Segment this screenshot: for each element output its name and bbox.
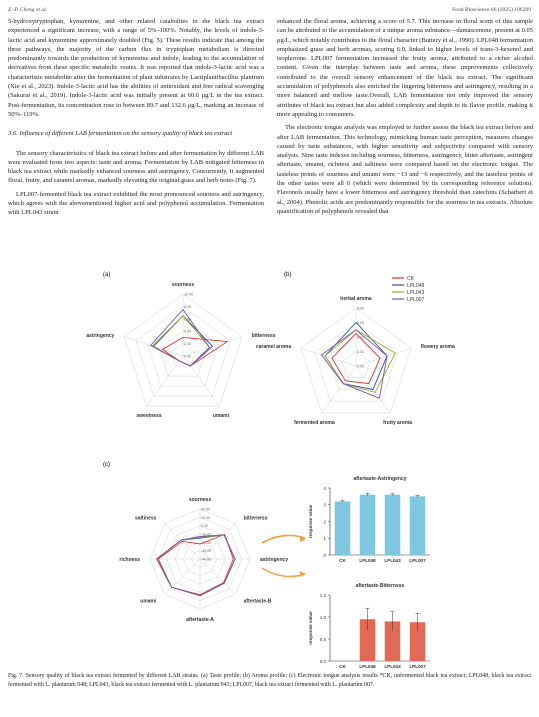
tick-label: 2.00 [357, 350, 364, 354]
left-column [8, 17, 264, 222]
section-heading: 3.6. Influence of different LAB fermentation on the sensory quality of black tea extract [8, 130, 233, 138]
axis-label: fermented aroma [294, 419, 335, 426]
arrow-head [300, 571, 306, 577]
radar-chart-aroma [256, 296, 455, 426]
tick-label: 0.00 [357, 364, 364, 369]
y-tick-label: 3 [323, 502, 326, 508]
y-tick-label: 0 [323, 552, 326, 558]
x-tick-label: LPL007 [409, 664, 426, 669]
legend-label-lpl048: LPL048 [407, 283, 425, 289]
x-tick-label: LPL043 [384, 664, 401, 669]
axis-label: umami [140, 598, 157, 605]
axis-label: aftertaste-B [243, 598, 272, 605]
axis-label: flowery aroma [420, 344, 455, 351]
bar-chart-aftertaste-bitterness [308, 583, 430, 669]
tick-label: 20.00 [201, 507, 210, 512]
chart-title: aftertaste-Astringency [353, 476, 407, 482]
axis-label: bitterness [243, 515, 268, 522]
tick-label: 2.00 [184, 342, 191, 347]
axis-label: caramel aroma [255, 344, 292, 351]
x-tick-label: CK [339, 558, 346, 563]
paragraph: The electronic tongue analysis was employed to further assess the black tea extract before and after LAB fermentation. This technology, mimicking human taste perception, measures changes caused by taste substances, with higher sensitivity and subjectivity compared with sensory analysis. Nine taste indexes including sourness, bitterness, astringency, bitter aftertaste, astringent aftertaste, umami, richness and saltiness were compared based on the electronic tongue. The tasteless points of sourness and umami were −13 and −6 respectively, and the tasteless points of the other tastes were all 0 (which were determined by its corresponding reference solution). Flavonols usually have a lower bitterness and astringency threshold than catechins (Scharbert et al., 2004). Phenolic acids are predominantly responsible for the sourness in tea extracts. Absolute quantification of polyphenols revealed that [277, 124, 533, 215]
legend [392, 276, 424, 303]
tick-label: -40.00 [201, 557, 212, 562]
axis-label: aftertaste-A [186, 617, 214, 623]
bar-lpl007 [410, 496, 426, 555]
right-column [277, 17, 533, 220]
axis-label: herbal aroma [340, 296, 372, 302]
axis-label: saltiness [134, 515, 157, 522]
radar-chart-etongue [119, 497, 288, 623]
x-tick-label: LPL048 [359, 558, 376, 563]
bar-lpl043 [385, 495, 401, 555]
tick-label: 0.00 [201, 524, 208, 529]
y-tick-label: 0.0 [319, 658, 326, 664]
axis-label: astringency [260, 557, 289, 563]
axis-label: umami [212, 413, 230, 420]
y-tick-label: 1.5 [319, 592, 326, 598]
bar-ck [335, 501, 351, 555]
y-tick-label: 1.0 [319, 614, 326, 620]
panel-label-b: (b) [284, 272, 292, 278]
running-header-authors: Z.-P. Cheng et al. [8, 7, 48, 13]
y-tick-label: 0.5 [319, 636, 326, 642]
axis-label: richness [119, 557, 140, 563]
axis-label: sweetness [136, 413, 162, 420]
bar-chart-aftertaste-astringency [308, 476, 430, 563]
tick-label: 6.00 [357, 321, 364, 325]
tick-label: 6.00 [184, 317, 191, 322]
axis-label: sourness [171, 282, 195, 288]
y-axis-label: response value [308, 611, 313, 645]
panel-label-a: (a) [103, 272, 111, 278]
legend-label-lpl007: LPL007 [407, 297, 425, 303]
axis-label: bitterness [251, 332, 276, 339]
grid-spoke [183, 356, 219, 406]
tick-label: 0.00 [184, 354, 191, 359]
figure-7 [8, 266, 531, 669]
grid-spoke [147, 356, 183, 406]
tick-label: -10.00 [201, 532, 212, 537]
tick-label: 4.00 [357, 335, 364, 340]
grid-spoke [200, 559, 235, 594]
panel-label-c: (c) [103, 462, 110, 468]
tick-label: -30.00 [201, 549, 212, 554]
paragraph: LPL007-fermented black tea extract exhibited the most pronounced sourness and astringency, which agrees with the abovementioned higher acid and polyphenol accumulation. Fermentation with LPL043 strain [8, 190, 264, 217]
x-tick-label: LPL048 [359, 664, 376, 669]
axis-label: fruity aroma [383, 419, 413, 426]
radar-chart-taste [86, 282, 276, 419]
y-tick-label: 1 [323, 536, 326, 542]
axis-label: sourness [188, 497, 212, 503]
y-axis-label: response value [308, 504, 313, 539]
figure-caption: Fig. 7. Sensory quality of black tea extract fermented by different LAB strains. (a) Taste profile; (b) Aroma profile; (c) Electronic tongue analysis results *CK, unfermented black tea extract; LPL048, black tea extract fermented with L. plantarum 048; LPL043, black tea extract fermented with L. plantarum 043; LPL007, black tea extract fermented with L. plantarum 007. [8, 673, 531, 688]
chart-title: aftertaste-Bitterness [355, 583, 405, 589]
tick-label: 10.00 [184, 292, 193, 297]
arrow-to-bitterness [262, 568, 305, 576]
arrow-to-astringency [262, 535, 305, 543]
x-tick-label: CK [339, 664, 346, 669]
legend-label-lpl043: LPL043 [407, 290, 425, 296]
y-tick-label: 2 [323, 519, 326, 525]
legend-label-ck: CK [407, 276, 414, 282]
grid-spoke [165, 559, 200, 594]
running-header-journal: Food Bioscience 66 (2025) 106299 [452, 7, 531, 13]
tick-label: 8.00 [184, 304, 191, 309]
x-tick-label: LPL007 [409, 558, 426, 563]
y-tick-label: 4 [323, 485, 326, 491]
x-tick-label: LPL043 [384, 558, 401, 563]
series-line-lpl007 [151, 310, 210, 367]
tick-label: -20.00 [201, 540, 212, 545]
tick-label: 4.00 [184, 329, 191, 334]
axis-label: astringency [86, 332, 115, 339]
bar-lpl048 [360, 495, 376, 555]
tick-label: 8.00 [357, 306, 364, 311]
paragraph: The sensory characteristics of black tea extract before and after fermentation by different LAB were evaluated from two aspects: taste and aroma. Fermentation by LAB mitigated bitterness in black tea extract while markedly enhanced sourness and astringency. Concurrently, it augmented floral, fruity, and caramel aromas, markedly elevating the original grass and herb notes (Fig. 7). [8, 149, 264, 185]
paragraph: enhanced the floral aroma, achieving a score of 5.7. This increase in floral scent of this sample can be attributed to the accumulation of a unique aroma substance—damascenone, present at 0.05 μg/L, which notably contributes to the floral character (Buttery et al., 1990). LPL048 fermentation emphasized grass and herb aromas, scoring 6.0, linked to higher levels of trans-3-hexenol and isophorone. LPL007 fermentation increased the fruity aroma, attributed to a richer alcohol content. Given the interplay between taste and aroma, these improvements collectively contributed to the overall sensory enhancement of the black tea extract. The significant accumulation of polyphenols also enriched the lingering bitterness and astringency, resulting in a more balanced and mellow taste.Overall, LAB fermentation not only improved the sensory attributes of black tea extract but also added complexity and depth to its flavor profile, making it more appealing to consumers. [277, 18, 534, 118]
paragraph: 5-hydroxytryptophan, kynurenine, and other related catabolites in the black tea extract experienced a significant increase, with a range of 5%–100%. Notably, the levels of indole-3-lactic acid and kynurenine approximately doubled (Fig. 5). These results indicate that among the three pathways, the majority of the carbon flux in tryptophan metabolism is directed predominantly towards the production of kynurenine and indole, leading to the accumulation of derivatives from these specific metabolic routes. It was reported that indole-3-lactic acid was a characteristic metabolite after the fermentation of plant substrates by Lactiplantibacillus plantrum (Xie et al., 2023). Indole-3-lactic acid has the abilities of antioxidant and free radical scavenging (Sakurai et al., 2019). Indole-3-lactic acid was initially present at 60.6 μg/L in the tea extract. Post-fermentation, its concentration rose to between 89.7 and 132.6 μg/L, marking an increase of 50%–119%. [8, 18, 264, 118]
tick-label: 10.00 [201, 515, 210, 520]
